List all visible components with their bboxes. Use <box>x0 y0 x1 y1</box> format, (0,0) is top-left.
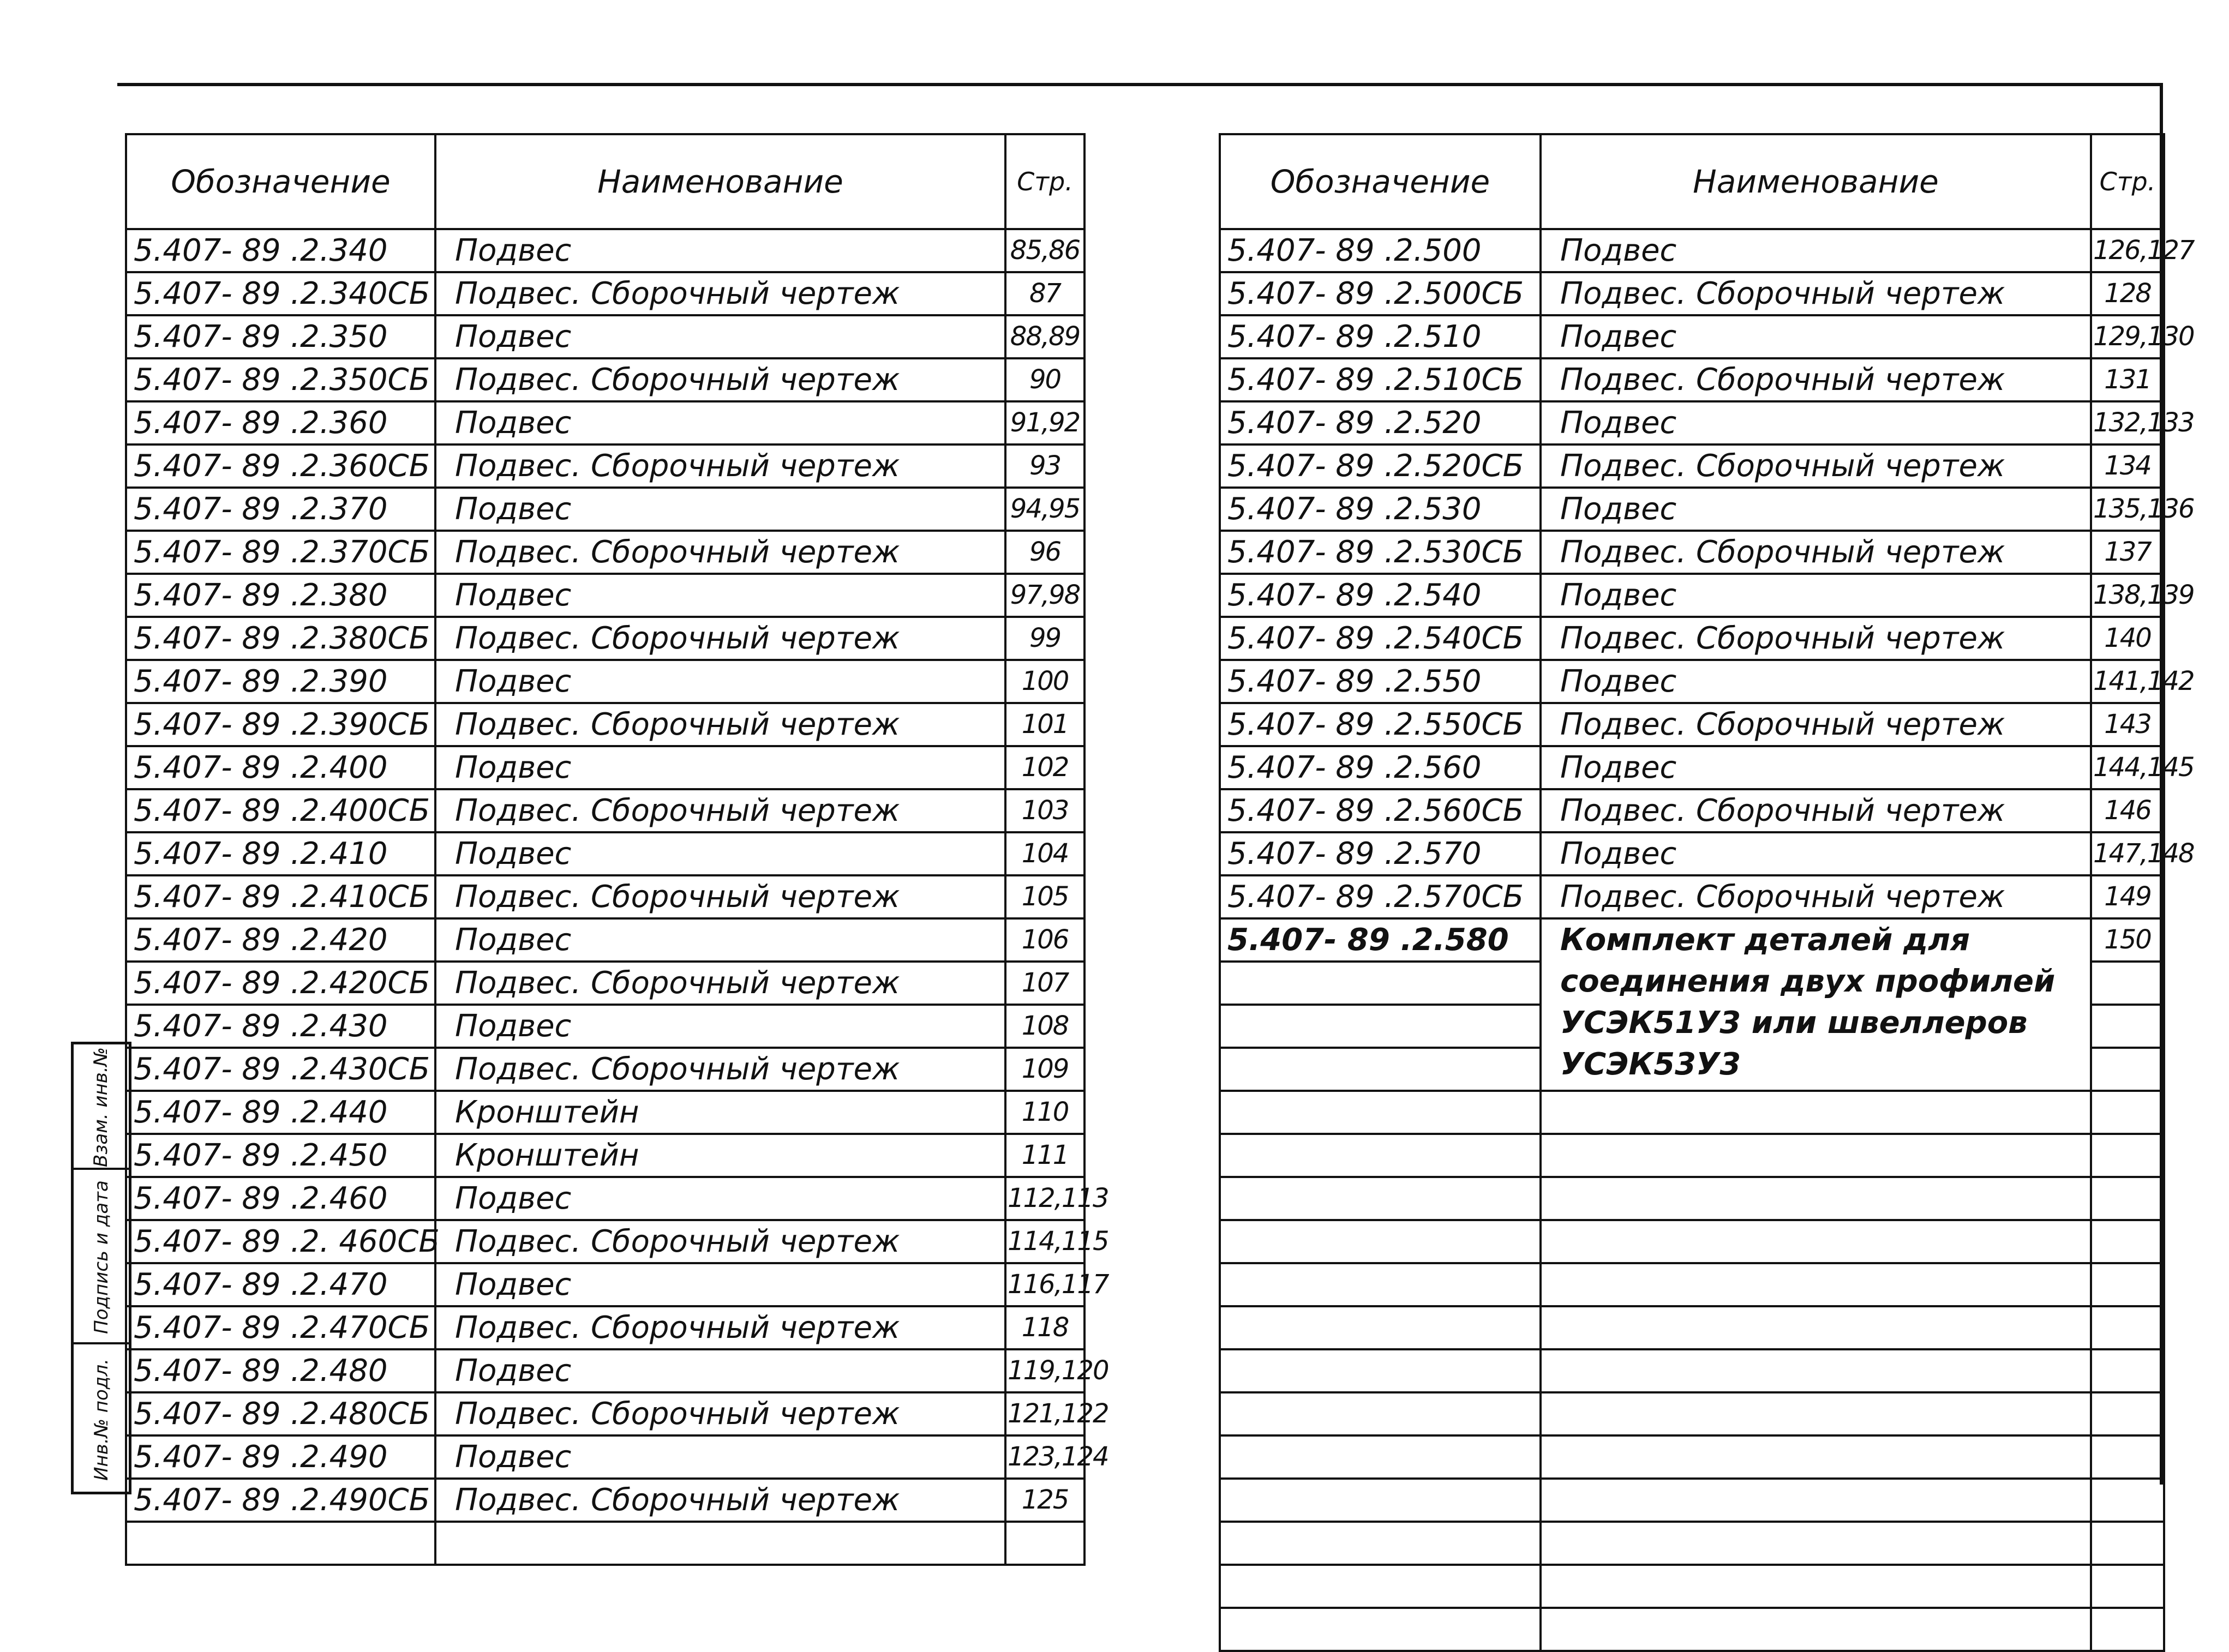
table-row <box>126 1134 1084 1177</box>
name-cell: Подвес. Сборочный чертеж <box>435 703 1005 746</box>
table-row <box>1220 574 2164 617</box>
designation-cell: 5.407- 89 .2.400СБ <box>126 789 435 832</box>
name-cell <box>1541 1565 2091 1608</box>
table-row <box>126 918 1084 962</box>
page-cell: 114,115 <box>1005 1220 1084 1263</box>
name-cell <box>1541 1392 2091 1435</box>
designation-cell: 5.407- 89 .2.500 <box>1220 229 1541 272</box>
designation-cell: 5.407- 89 .2.360СБ <box>126 444 435 488</box>
designation-cell <box>1220 1177 1541 1220</box>
table-row <box>126 1048 1084 1091</box>
signature-date-cell <box>74 1168 129 1344</box>
table-header-row <box>126 134 1084 229</box>
page-cell: 149 <box>2091 875 2164 918</box>
replaced-inventory-cell <box>74 1042 129 1170</box>
designation-cell: 5.407- 89 .2.390 <box>126 660 435 703</box>
name-cell: Подвес <box>435 918 1005 962</box>
table-row <box>1220 875 2164 918</box>
page-cell: 96 <box>1005 531 1084 574</box>
name-cell: Подвес <box>1541 401 2091 444</box>
table-row <box>1220 746 2164 789</box>
name-cell: Подвес. Сборочный чертеж <box>435 358 1005 401</box>
page-cell <box>2091 1091 2164 1134</box>
page-cell <box>2091 1177 2164 1220</box>
name-cell: Подвес. Сборочный чертеж <box>1541 531 2091 574</box>
page-cell <box>2091 1479 2164 1522</box>
designation-cell <box>1220 1392 1541 1435</box>
page-cell: 109 <box>1005 1048 1084 1091</box>
name-cell <box>1541 1263 2091 1306</box>
designation-cell: 5.407- 89 .2.470СБ <box>126 1306 435 1349</box>
designation-cell <box>1220 1134 1541 1177</box>
table-row <box>126 1392 1084 1435</box>
name-cell: Подвес <box>435 1263 1005 1306</box>
designation-cell: 5.407- 89 .2.430 <box>126 1005 435 1048</box>
designation-cell: 5.407- 89 .2.370 <box>126 488 435 531</box>
name-cell: Подвес. Сборочный чертеж <box>435 1048 1005 1091</box>
name-cell: Подвес <box>435 574 1005 617</box>
table-row <box>126 789 1084 832</box>
name-cell: Подвес. Сборочный чертеж <box>435 789 1005 832</box>
table-row <box>126 1091 1084 1134</box>
designation-cell: 5.407- 89 .2.520 <box>1220 401 1541 444</box>
designation-cell: 5.407- 89 .2.470 <box>126 1263 435 1306</box>
name-cell: Кронштейн <box>435 1091 1005 1134</box>
page-cell <box>2091 962 2164 1005</box>
page-cell <box>2091 1134 2164 1177</box>
table-row <box>126 315 1084 358</box>
name-cell: Подвес <box>435 746 1005 789</box>
name-cell: Подвес. Сборочный чертеж <box>435 531 1005 574</box>
table-row <box>126 1220 1084 1263</box>
designation-cell: 5.407- 89 .2.550СБ <box>1220 703 1541 746</box>
designation-cell: 5.407- 89 .2.350СБ <box>126 358 435 401</box>
name-cell: Подвес <box>1541 315 2091 358</box>
page-cell: 97,98 <box>1005 574 1084 617</box>
designation-cell: 5.407- 89 .2.480СБ <box>126 1392 435 1435</box>
page-cell: 99 <box>1005 617 1084 660</box>
designation-cell <box>1220 1522 1541 1565</box>
designation-cell: 5.407- 89 .2.420 <box>126 918 435 962</box>
designation-cell: 5.407- 89 .2.570СБ <box>1220 875 1541 918</box>
table-row <box>1220 531 2164 574</box>
left-table-body <box>126 229 1108 1565</box>
page-cell: 108 <box>1005 1005 1084 1048</box>
name-cell <box>435 1522 1005 1565</box>
table-row <box>126 1177 1084 1220</box>
page-cell: 126,127 <box>2091 229 2164 272</box>
designation-cell: 5.407- 89 .2.380СБ <box>126 617 435 660</box>
table-row <box>1220 660 2164 703</box>
page-cell: 104 <box>1005 832 1084 875</box>
page-cell: 137 <box>2091 531 2164 574</box>
designation-cell: 5.407- 89 .2.570 <box>1220 832 1541 875</box>
name-header: Наименование <box>1541 134 2091 229</box>
name-cell: Подвес <box>435 488 1005 531</box>
page-cell: 125 <box>1005 1479 1084 1522</box>
page-cell: 101 <box>1005 703 1084 746</box>
empty-row <box>1220 1263 2164 1306</box>
table-row <box>126 574 1084 617</box>
page-cell <box>2091 1220 2164 1263</box>
side-stamp <box>71 1042 131 1494</box>
page-cell <box>2091 1522 2164 1565</box>
name-cell: Подвес. Сборочный чертеж <box>435 617 1005 660</box>
designation-cell: 5.407- 89 .2.510СБ <box>1220 358 1541 401</box>
signature-date-label: Подпись и дата <box>90 1180 112 1334</box>
empty-row <box>1220 1435 2164 1479</box>
designation-cell: 5.407- 89 .2. 460СБ <box>126 1220 435 1263</box>
empty-row <box>1220 1177 2164 1220</box>
page-cell: 140 <box>2091 617 2164 660</box>
empty-row <box>1220 1565 2164 1608</box>
designation-cell: 5.407- 89 .2.530 <box>1220 488 1541 531</box>
page-cell: 107 <box>1005 962 1084 1005</box>
table-row <box>1220 229 2164 272</box>
designation-header: Обозначение <box>126 134 435 229</box>
table-row <box>1220 789 2164 832</box>
designation-cell: 5.407- 89 .2.490СБ <box>126 1479 435 1522</box>
designation-header: Обозначение <box>1220 134 1541 229</box>
table-row <box>126 444 1084 488</box>
name-cell: Подвес <box>435 1435 1005 1479</box>
table-row <box>126 488 1084 531</box>
page-cell: 129,130 <box>2091 315 2164 358</box>
page-cell: 110 <box>1005 1091 1084 1134</box>
page-cell: 141,142 <box>2091 660 2164 703</box>
page-header: Стр. <box>2091 134 2164 229</box>
table-row <box>126 1005 1084 1048</box>
page-cell: 146 <box>2091 789 2164 832</box>
name-header: Наименование <box>435 134 1005 229</box>
name-cell: Подвес. Сборочный чертеж <box>1541 789 2091 832</box>
empty-row <box>1220 1306 2164 1349</box>
name-cell: Подвес <box>1541 574 2091 617</box>
name-cell <box>1541 1522 2091 1565</box>
page-cell <box>2091 1263 2164 1306</box>
name-cell: Подвес <box>435 1349 1005 1392</box>
name-cell: Кронштейн <box>435 1134 1005 1177</box>
table-row <box>1220 272 2164 315</box>
name-cell: Подвес <box>1541 832 2091 875</box>
designation-cell <box>1220 1263 1541 1306</box>
original-inventory-label: Инв.№ подл. <box>90 1359 112 1481</box>
table-row <box>126 531 1084 574</box>
contents-table-right <box>1219 133 2194 1652</box>
table-row <box>1220 358 2164 401</box>
page-cell: 138,139 <box>2091 574 2164 617</box>
table-row <box>126 1263 1084 1306</box>
name-cell: Подвес. Сборочный чертеж <box>1541 703 2091 746</box>
name-cell <box>1541 1177 2091 1220</box>
page-cell <box>2091 1306 2164 1349</box>
empty-row <box>1220 1392 2164 1435</box>
designation-cell: 5.407- 89 .2.540 <box>1220 574 1541 617</box>
designation-cell: 5.407- 89 .2.450 <box>126 1134 435 1177</box>
original-inventory-cell <box>74 1342 129 1495</box>
page-cell <box>1005 1522 1084 1565</box>
designation-cell: 5.407- 89 .2.540СБ <box>1220 617 1541 660</box>
table-row <box>126 229 1084 272</box>
table-row <box>126 660 1084 703</box>
designation-cell: 5.407- 89 .2.520СБ <box>1220 444 1541 488</box>
page-cell: 118 <box>1005 1306 1084 1349</box>
designation-cell <box>126 1522 435 1565</box>
page-cell: 147,148 <box>2091 832 2164 875</box>
table-row <box>126 875 1084 918</box>
name-cell <box>1541 1091 2091 1134</box>
table-row <box>126 617 1084 660</box>
designation-cell <box>1220 1048 1541 1091</box>
page-cell: 150 <box>2091 918 2164 962</box>
page-cell <box>2091 1392 2164 1435</box>
designation-cell: 5.407- 89 .2.410СБ <box>126 875 435 918</box>
table-row <box>1220 488 2164 531</box>
designation-cell <box>1220 1091 1541 1134</box>
page-cell: 131 <box>2091 358 2164 401</box>
table-row <box>1220 918 2164 962</box>
table-row <box>1220 703 2164 746</box>
name-cell: Комплект деталей для соединения двух профилей УСЭК51У3 или швеллеров УСЭК53У3 <box>1541 918 2091 1091</box>
page-cell: 106 <box>1005 918 1084 962</box>
name-cell: Подвес <box>1541 660 2091 703</box>
name-cell: Подвес. Сборочный чертеж <box>435 962 1005 1005</box>
table-row <box>126 832 1084 875</box>
empty-row <box>1220 1134 2164 1177</box>
designation-cell: 5.407- 89 .2.340СБ <box>126 272 435 315</box>
page-cell <box>2091 1349 2164 1392</box>
empty-row <box>1220 1349 2164 1392</box>
right-table-body <box>1220 229 2194 1651</box>
designation-cell <box>1220 1005 1541 1048</box>
page-cell: 132,133 <box>2091 401 2164 444</box>
page-cell: 123,124 <box>1005 1435 1084 1479</box>
page-cell: 119,120 <box>1005 1349 1084 1392</box>
designation-cell: 5.407- 89 .2.560СБ <box>1220 789 1541 832</box>
designation-cell: 5.407- 89 .2.580 <box>1220 918 1541 962</box>
name-cell: Подвес <box>435 229 1005 272</box>
table-row <box>1220 617 2164 660</box>
designation-cell: 5.407- 89 .2.410 <box>126 832 435 875</box>
table-row <box>126 272 1084 315</box>
designation-cell: 5.407- 89 .2.350 <box>126 315 435 358</box>
page-cell <box>2091 1435 2164 1479</box>
name-cell: Подвес <box>435 660 1005 703</box>
name-cell: Подвес <box>1541 229 2091 272</box>
contents-table-left <box>125 133 1108 1566</box>
name-cell: Подвес. Сборочный чертеж <box>435 272 1005 315</box>
page-cell: 85,86 <box>1005 229 1084 272</box>
table-row <box>126 401 1084 444</box>
table-row <box>1220 832 2164 875</box>
table-row <box>126 746 1084 789</box>
name-cell: Подвес <box>1541 488 2091 531</box>
designation-cell: 5.407- 89 .2.400 <box>126 746 435 789</box>
name-cell: Подвес. Сборочный чертеж <box>435 1392 1005 1435</box>
page-cell: 102 <box>1005 746 1084 789</box>
designation-cell: 5.407- 89 .2.500СБ <box>1220 272 1541 315</box>
page-cell: 94,95 <box>1005 488 1084 531</box>
designation-cell <box>1220 1306 1541 1349</box>
designation-cell <box>1220 1565 1541 1608</box>
table-row <box>1220 401 2164 444</box>
table-row <box>126 1522 1084 1565</box>
page-cell: 87 <box>1005 272 1084 315</box>
name-cell: Подвес <box>435 315 1005 358</box>
table-row <box>126 1479 1084 1522</box>
page-cell: 103 <box>1005 789 1084 832</box>
name-cell <box>1541 1306 2091 1349</box>
page-cell: 111 <box>1005 1134 1084 1177</box>
table-row <box>126 1306 1084 1349</box>
empty-row <box>1220 1479 2164 1522</box>
designation-cell <box>1220 1608 1541 1651</box>
name-cell: Подвес. Сборочный чертеж <box>1541 358 2091 401</box>
table-row <box>126 1435 1084 1479</box>
page-cell: 100 <box>1005 660 1084 703</box>
page-cell: 128 <box>2091 272 2164 315</box>
designation-cell <box>1220 1349 1541 1392</box>
designation-cell: 5.407- 89 .2.510 <box>1220 315 1541 358</box>
page-header: Стр. <box>1005 134 1084 229</box>
name-cell: Подвес. Сборочный чертеж <box>435 875 1005 918</box>
empty-row <box>1220 1220 2164 1263</box>
designation-cell: 5.407- 89 .2.430СБ <box>126 1048 435 1091</box>
page-cell: 116,117 <box>1005 1263 1084 1306</box>
designation-cell: 5.407- 89 .2.490 <box>126 1435 435 1479</box>
designation-cell: 5.407- 89 .2.360 <box>126 401 435 444</box>
table-row <box>1220 444 2164 488</box>
page-cell: 93 <box>1005 444 1084 488</box>
page-cell <box>2091 1565 2164 1608</box>
replaced-inventory-label: Взам. инв.№ <box>90 1047 112 1168</box>
page-cell <box>2091 1005 2164 1048</box>
name-cell <box>1541 1220 2091 1263</box>
page-cell <box>2091 1048 2164 1091</box>
table-row <box>126 358 1084 401</box>
designation-cell: 5.407- 89 .2.380 <box>126 574 435 617</box>
empty-row <box>1220 1091 2164 1134</box>
table-row <box>126 1349 1084 1392</box>
table-row <box>1220 315 2164 358</box>
designation-cell: 5.407- 89 .2.560 <box>1220 746 1541 789</box>
name-cell: Подвес. Сборочный чертеж <box>435 444 1005 488</box>
name-cell: Подвес. Сборочный чертеж <box>435 1220 1005 1263</box>
designation-cell: 5.407- 89 .2.440 <box>126 1091 435 1134</box>
table-row <box>126 962 1084 1005</box>
table-row <box>126 703 1084 746</box>
page-cell: 134 <box>2091 444 2164 488</box>
designation-cell: 5.407- 89 .2.480 <box>126 1349 435 1392</box>
page-cell: 112,113 <box>1005 1177 1084 1220</box>
designation-cell <box>1220 1220 1541 1263</box>
designation-cell <box>1220 962 1541 1005</box>
name-cell: Подвес <box>435 401 1005 444</box>
name-cell <box>1541 1134 2091 1177</box>
designation-cell: 5.407- 89 .2.340 <box>126 229 435 272</box>
designation-cell: 5.407- 89 .2.420СБ <box>126 962 435 1005</box>
name-cell <box>1541 1608 2091 1651</box>
designation-cell <box>1220 1479 1541 1522</box>
name-cell: Подвес <box>435 1177 1005 1220</box>
name-cell: Подвес <box>1541 746 2091 789</box>
empty-row <box>1220 1608 2164 1651</box>
designation-cell: 5.407- 89 .2.370СБ <box>126 531 435 574</box>
name-cell <box>1541 1435 2091 1479</box>
page-cell: 144,145 <box>2091 746 2164 789</box>
designation-cell: 5.407- 89 .2.550 <box>1220 660 1541 703</box>
page-cell: 88,89 <box>1005 315 1084 358</box>
table-header-row <box>1220 134 2164 229</box>
name-cell <box>1541 1349 2091 1392</box>
empty-row <box>1220 1522 2164 1565</box>
name-cell: Подвес. Сборочный чертеж <box>1541 272 2091 315</box>
designation-cell <box>1220 1435 1541 1479</box>
designation-cell: 5.407- 89 .2.530СБ <box>1220 531 1541 574</box>
page-cell <box>2091 1608 2164 1651</box>
page-cell: 143 <box>2091 703 2164 746</box>
name-cell: Подвес. Сборочный чертеж <box>435 1479 1005 1522</box>
name-cell: Подвес. Сборочный чертеж <box>1541 617 2091 660</box>
name-cell <box>1541 1479 2091 1522</box>
designation-cell: 5.407- 89 .2.460 <box>126 1177 435 1220</box>
page-cell: 135,136 <box>2091 488 2164 531</box>
designation-cell: 5.407- 89 .2.390СБ <box>126 703 435 746</box>
page-cell: 91,92 <box>1005 401 1084 444</box>
name-cell: Подвес. Сборочный чертеж <box>1541 444 2091 488</box>
name-cell: Подвес. Сборочный чертеж <box>1541 875 2091 918</box>
name-cell: Подвес <box>435 1005 1005 1048</box>
page-cell: 105 <box>1005 875 1084 918</box>
page-cell: 90 <box>1005 358 1084 401</box>
name-cell: Подвес. Сборочный чертеж <box>435 1306 1005 1349</box>
name-cell: Подвес <box>435 832 1005 875</box>
page-cell: 121,122 <box>1005 1392 1084 1435</box>
